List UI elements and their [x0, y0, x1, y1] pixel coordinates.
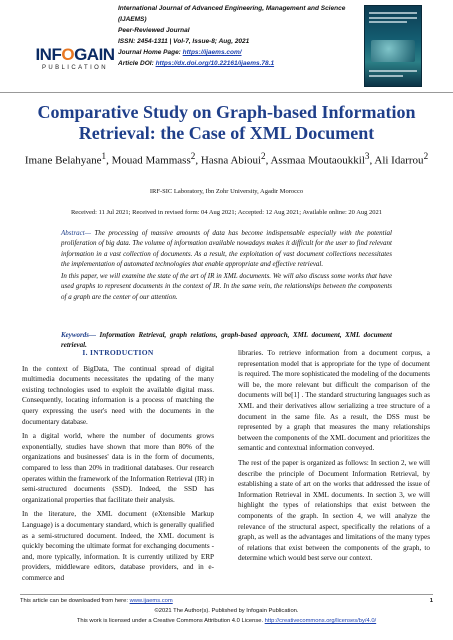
journal-name: International Journal of Advanced Engineering, Management and Science — [118, 5, 346, 12]
abstract-paragraph-1: Abstract— The processing of massive amounts of data has become indispensable especially with the potential proliferation of big data. The volume of information available nowadays makes it difficult for the user to find relevant information in a vast collection of documents. As a result, the exploitation of vast document collections necessitates the implementation of automated technologies that enable appropriate and effective retrieval. — [61, 229, 392, 268]
peer-reviewed-label: Peer-Reviewed Journal — [118, 27, 190, 34]
abstract-paragraph-2: In this paper, we will examine the state of the art of IR in XML documents. We will also discuss some works that have used graphs to represent documents in the context of IR. In the same vein, the relationships between the components of a graph are the center of our attention. — [61, 272, 392, 301]
keywords: Keywords— Information Retrieval, graph relations, graph-based approach, XML document, XML document retrieval. — [61, 331, 392, 350]
body-paragraph: libraries. To retrieve information from a document corpus, a representation model that is appropriate for the type of document is required. The more sophisticated the modeling of the documents will be, the more relevant but difficult the comparison of the documents will be[1] . The standard structuring languages such as XML and their derivatives allow serializing a tree structure of a document in the same file. As a result, the DSS must be represented by a graph that measures the many relationships between the components of the XML document and prioritizes the semantic and contextual information conveyed. — [238, 349, 430, 453]
keywords-label: Keywords— — [61, 331, 96, 339]
journal-header — [0, 0, 453, 93]
section-heading-introduction: I. INTRODUCTION — [82, 348, 154, 357]
homepage-label: Journal Home Page: — [118, 49, 183, 56]
page-footer — [20, 594, 433, 626]
paper-affiliation: IRF-SIC Laboratory, Ibn Zohr University, Agadir Morocco — [149, 188, 304, 195]
download-label: This article can be downloaded from here: — [20, 598, 130, 604]
issn-line: ISSN: 2454-1311 | Vol-7, Issue-8; Aug, 2021 — [118, 38, 250, 45]
body-paragraph: The rest of the paper is organized as follows: In section 2, we will describe the principle of Document Information Retrieval, by establishing a state of art on the works that addressed the issue of Information Retrieval in XML documents. In section 3, we will highlight the types of relationships that exist between the components of the graph. In section 4, we will analyze the relevance of the structural aspect, specifically the relations of a graph, as well as the advantages and limitations of the many types of relations that exist between the components of the graph, to determine which would best serve our context. — [238, 458, 430, 563]
body-paragraph: In the literature, the XML document (eXtensible Markup Language) is a documentary standard, which is generally qualified as a semi-structured document. Indeed, the XML document is quickly becoming the ultimate format for exchanging documents - and, more typically, information. It is currently utilized by ERP providers, middleware editors, database providers, and in e-commerce and — [22, 510, 214, 582]
doi-line — [118, 58, 358, 69]
doi-label: Article DOI: — [118, 60, 156, 67]
license-label: This work is licensed under a Creative Commons Attribution 4.0 License. — [76, 618, 265, 624]
abstract-label: Abstract— — [61, 229, 91, 237]
body-column-left — [22, 348, 214, 587]
page-number: 1 — [429, 598, 433, 604]
paper-authors: Imane Belahyane$^1$, Mouad Mammass$^2$, Hasna Abioui$^2$, Assmaa Moutaoukkil$^3$, Ali Idarrou$^2$ — [24, 151, 429, 167]
homepage-line — [118, 47, 358, 58]
homepage-link[interactable]: https://ijaems.com/ — [182, 49, 242, 56]
logo-subtitle: PUBLICATION — [42, 65, 108, 71]
logo-wordmark: INFOGAIN — [35, 45, 115, 64]
license-link[interactable]: http://creativecommons.org/licenses/by/4.0/ — [264, 618, 377, 624]
doi-link[interactable]: https://dx.doi.org/10.22161/ijaems.78.1 — [155, 60, 275, 67]
journal-info — [118, 3, 358, 69]
download-link[interactable]: www.ijaems.com — [129, 598, 173, 604]
paper-dates: Received: 11 Jul 2021; Received in revised form: 04 Aug 2021; Accepted: 12 Aug 2021; Available online: 20 Aug 2021 — [70, 209, 383, 216]
body-paragraph: In the context of BigData, The continual spread of digital multimedia documents necessitates the updating of the many existing technologies used to exploit the available digital mass. Consequently, locating information is a process of matching the query expressing the user's need with the documents in the documentary database. — [22, 364, 214, 426]
publisher-logo — [33, 46, 117, 71]
journal-cover-image — [364, 5, 422, 87]
abstract — [61, 228, 392, 302]
download-line — [20, 596, 433, 606]
body-column-right — [238, 348, 430, 568]
paper-title: Comparative Study on Graph-based Information Retrieval: the Case of XML Document — [37, 102, 416, 143]
license-line — [20, 616, 433, 626]
journal-abbr: (IJAEMS) — [118, 16, 147, 23]
body-paragraph: In a digital world, where the number of documents grows exponentially, studies have shown that more than 80% of the organizations and businesses' data is in the form of documents, compared to less than 20% in traditional databases. Our research operates within the framework of the Information Retrieval (IR) in semi-structured documents (SSD). Indeed, the SSD has organizational properties that facilitate their analysis. — [22, 432, 214, 504]
copyright-line: ©2021 The Author(s). Published by Infogain Publication. — [154, 608, 299, 614]
